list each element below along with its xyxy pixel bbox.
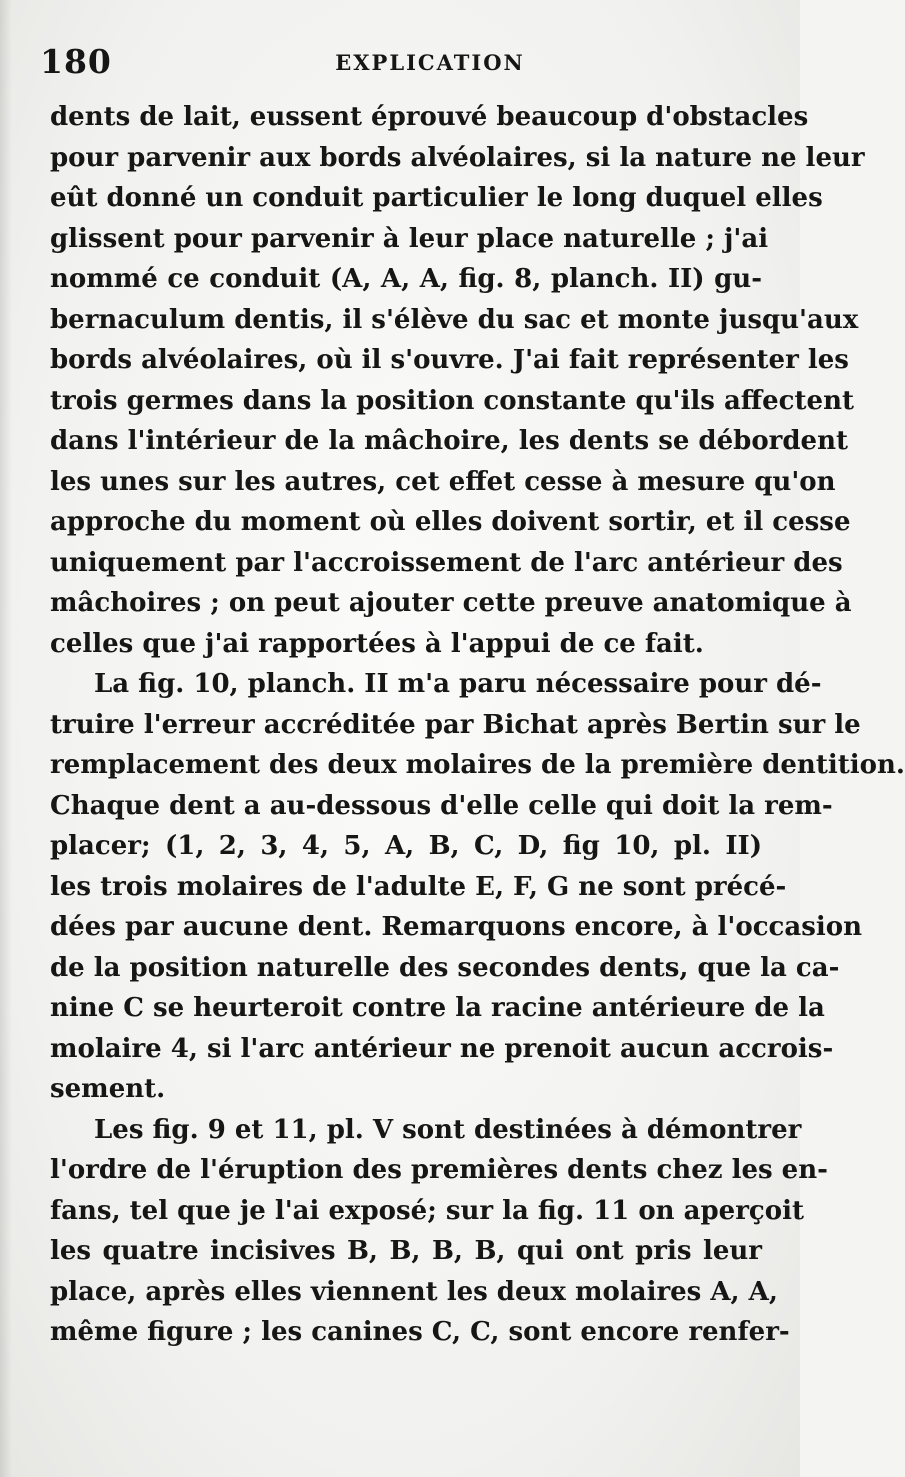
text-line: place, après elles viennent les deux molaires A, A, (50, 1276, 778, 1307)
text-line: dans l'intérieur de la mâchoire, les dents se débordent (50, 426, 849, 456)
text-line: mâchoires ; on peut ajouter cette preuve anatomique à (50, 588, 852, 618)
text-line: fans, tel que je l'ai exposé; sur la fig. 11 on aperçoit (50, 1195, 804, 1226)
text-line: molaire 4, si l'arc antérieur ne prenoit aucun accrois- (50, 1033, 834, 1064)
text-line: uniquement par l'accroissement de l'arc antérieur des (50, 547, 843, 578)
text-line: Les fig. 9 et 11, pl. V sont destinées à démontrer (94, 1114, 802, 1145)
text-line: pour parvenir aux bords alvéolaires, si la nature ne leur (50, 142, 865, 173)
text-line: les quatre incisives B, B, B, B, qui ont pris leur (50, 1236, 762, 1266)
text-line: bernaculum dentis, il s'élève du sac et monte jusqu'aux (50, 304, 859, 335)
page-edge-shadow (0, 0, 12, 1477)
running-title: EXPLICATION (335, 50, 525, 75)
text-line: placer; (1, 2, 3, 4, 5, A, B, C, D, fig 10, pl. II) (50, 831, 762, 861)
text-line: approche du moment où elles doivent sortir, et il cesse (50, 507, 851, 537)
text-line: La fig. 10, planch. II m'a paru nécessaire pour dé- (94, 669, 822, 699)
body-text (50, 97, 905, 1353)
text-line: glissent pour parvenir à leur place naturelle ; j'ai (50, 223, 769, 254)
text-line: dents de lait, eussent éprouvé beaucoup d'obstacles (50, 102, 809, 132)
text-line: nine C se heurteroit contre la racine antérieure de la (50, 993, 825, 1023)
text-line: les unes sur les autres, cet effet cesse à mesure qu'on (50, 466, 836, 497)
text-line: de la position naturelle des secondes dents, que la ca- (50, 952, 840, 983)
text-line: même figure ; les canines C, C, sont encore renfer- (50, 1317, 790, 1347)
text-line: trois germes dans la position constante qu'ils affectent (50, 385, 854, 416)
text-line: l'ordre de l'éruption des premières dents chez les en- (50, 1155, 828, 1185)
text-line: remplacement des deux molaires de la première dentition. (50, 750, 905, 780)
page-number: 180 (40, 42, 112, 81)
text-line: dées par aucune dent. Remarquons encore, à l'occasion (50, 912, 862, 942)
text-line: celles que j'ai rapportées à l'appui de ce fait. (50, 628, 704, 659)
page-header (40, 42, 760, 86)
text-line: sement. (50, 1074, 166, 1104)
text-line: bords alvéolaires, où il s'ouvre. J'ai fait représenter les (50, 345, 849, 375)
text-line: truire l'erreur accréditée par Bichat après Bertin sur le (50, 709, 861, 740)
text-line: Chaque dent a au-dessous d'elle celle qui doit la rem- (50, 790, 833, 821)
text-line: eût donné un conduit particulier le long duquel elles (50, 183, 823, 213)
text-line: les trois molaires de l'adulte E, F, G ne sont précé- (50, 871, 787, 902)
text-line: nommé ce conduit (A, A, A, fig. 8, planch. II) gu- (50, 264, 762, 294)
